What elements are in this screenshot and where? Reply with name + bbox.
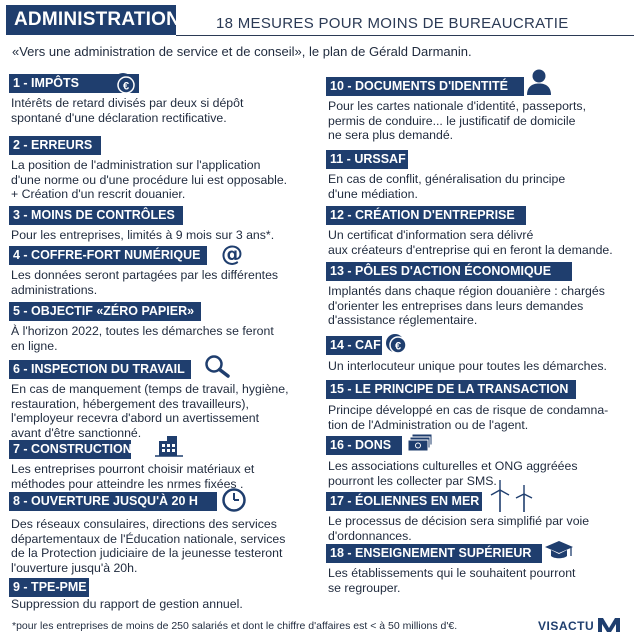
measure-1 (9, 74, 243, 125)
building-icon (155, 435, 183, 462)
measure-title: 4 - COFFRE-FORT NUMÉRIQUE (9, 246, 207, 265)
measure-10 (326, 77, 586, 143)
banknotes-icon (406, 433, 434, 460)
euro-coin-icon (384, 332, 410, 361)
measure-3 (9, 206, 274, 243)
measure-text: Suppression du rapport de gestion annuel. (11, 597, 243, 611)
measure-title: 10 - DOCUMENTS D'IDENTITÉ (326, 77, 524, 96)
measure-5 (9, 302, 274, 353)
measure-text: Les données seront partagées par les différentes administrations. (11, 268, 279, 297)
measure-text: Un certificat d'information sera délivré aux créateurs d'entreprise qui en feront la demande. (328, 228, 613, 257)
logo-mark-icon (598, 618, 620, 632)
measure-text: Des réseaux consulaires, directions des services départementaux de l'Éducation nationale, services de la Protection judiciaire de la jeunesse testeront l'ouverture jusqu'à 20h. (11, 517, 286, 575)
clock-icon (221, 487, 247, 518)
footnote: *pour les entreprises de moins de 250 salariés et dont le chiffre d'affaires est < à 50 millions d'€. (12, 620, 458, 632)
measure-text: Un interlocuteur unique pour toutes les démarches. (328, 359, 607, 373)
measure-text: Les associations culturelles et ONG aggréées pourront les collecter par SMS. (328, 459, 578, 488)
at-sign-icon (220, 241, 244, 270)
measure-text: Le processus de décision sera simplifié par voie d'ordonnances. (328, 514, 590, 543)
magnifier-icon (203, 354, 231, 383)
measure-title: 3 - MOINS DE CONTRÔLES (9, 206, 183, 225)
measure-text: En cas de conflit, généralisation du principe d'une médiation. (328, 172, 566, 201)
header-subtitle: 18 MESURES POUR MOINS DE BUREAUCRATIE (216, 15, 569, 32)
measure-title: 2 - ERREURS (9, 136, 101, 155)
svg-text:@: @ (221, 242, 243, 265)
measure-text: Principe développé en cas de risque de condamna- tion de l'Administration ou de l'agent. (328, 403, 609, 432)
measure-18 (326, 544, 575, 595)
measure-text: Pour les entreprises, limités à 9 mois sur 3 ans*. (11, 228, 275, 242)
visactu-logo (538, 618, 620, 633)
measure-2 (9, 136, 287, 202)
measure-title: 16 - DONS (326, 436, 402, 455)
measure-text: Implantés dans chaque région douanière : chargés d'orienter les entreprises dans leurs demandes d'assistance réglementaire. (328, 284, 605, 328)
measure-6 (9, 360, 289, 440)
measure-title: 12 - CRÉATION D'ENTREPRISE (326, 206, 526, 225)
measure-title: 9 - TPE-PME (9, 578, 89, 597)
measure-title: 8 - OUVERTURE JUSQU'À 20 H (9, 492, 217, 511)
measure-title: 7 - CONSTRUCTION (9, 440, 131, 459)
measure-text: Les entreprises pourront choisir matériaux et méthodes pour atteindre les nrmes fixées . (11, 462, 255, 491)
measure-8 (9, 492, 285, 575)
measure-text: Intérêts de retard divisés par deux si dépôt spontané d'une déclaration rectificative. (11, 96, 244, 125)
measure-text: Pour les cartes nationale d'identité, passeports, permis de conduire... le justificatif de domicile ne sera plus demandé. (328, 99, 587, 143)
measure-11 (326, 150, 565, 201)
measure-title: 6 - INSPECTION DU TRAVAIL (9, 360, 191, 379)
euro-coin-icon (110, 71, 136, 100)
measure-title: 17 - ÉOLIENNES EN MER (326, 492, 482, 511)
measure-title: 15 - LE PRINCIPE DE LA TRANSACTION (326, 380, 576, 399)
svg-text:€: € (394, 340, 402, 353)
measure-15 (326, 380, 608, 432)
measure-4 (9, 242, 279, 297)
measure-text: À l'horizon 2022, toutes les démarches se feront en ligne. (11, 324, 274, 353)
measure-17 (326, 492, 589, 543)
measure-title: 5 - OBJECTIF «ZÉRO PAPIER» (9, 302, 201, 321)
measure-16 (326, 436, 577, 488)
measure-title: 14 - CAF (326, 336, 382, 355)
header-tag: ADMINISTRATION (6, 5, 176, 35)
measure-title: 13 - PÔLES D'ACTION ÉCONOMIQUE (326, 262, 572, 281)
wind-turbine-icon (488, 478, 538, 517)
measure-text: La position de l'administration sur l'application d'une norme ou d'une procédure lui est opposable. + Création d'un rescrit douanier. (11, 158, 288, 202)
measure-13 (326, 262, 605, 328)
svg-text:€: € (122, 80, 130, 93)
measure-text: En cas de manquement (temps de travail, hygiène, restauration, hébergement des travailleurs), l'employeur recevra d'abord un avertissement avant d'être sanctionné. (11, 382, 289, 440)
person-icon (526, 68, 552, 101)
measure-14 (326, 336, 607, 374)
graduation-cap-icon (544, 538, 574, 567)
measure-12 (326, 206, 613, 257)
measure-7 (9, 440, 254, 491)
measure-9 (9, 578, 243, 612)
intro-text: «Vers une administration de service et de conseil», le plan de Gérald Darmanin. (12, 44, 472, 59)
measure-text: Les établissements qui le souhaitent pourront se regrouper. (328, 566, 576, 595)
measure-title: 1 - IMPÔTS (9, 74, 139, 93)
measure-title: 18 - ENSEIGNEMENT SUPÉRIEUR (326, 544, 542, 563)
header-divider (176, 35, 634, 36)
logo-text: VISACTU (538, 619, 595, 633)
measure-title: 11 - URSSAF (326, 150, 408, 169)
